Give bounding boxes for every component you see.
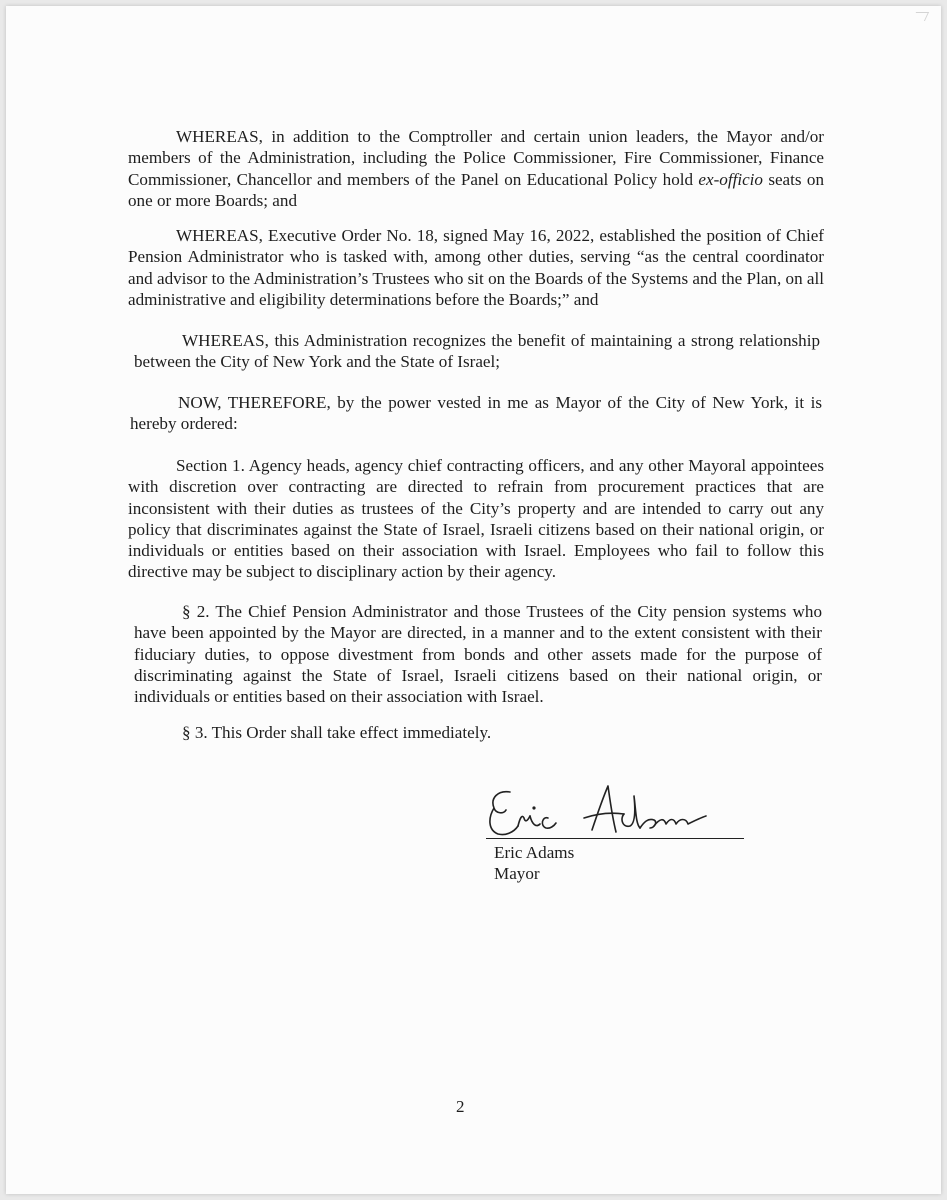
page-number: 2 bbox=[456, 1097, 465, 1116]
section-3-paragraph bbox=[134, 722, 822, 743]
paragraph-1-text-a: WHEREAS, in addition to the Comptroller and certain union leaders, the Mayor and/or members of the Administration, including the Police Commissioner, Fire Commissioner, Finance Commissioner, Chancellor and members of the Panel on Educational Policy hold bbox=[128, 127, 824, 189]
handwritten-signature bbox=[484, 778, 754, 850]
paragraph-1-text-b: seats on one or more Boards; and bbox=[128, 169, 824, 210]
signer-title: Mayor bbox=[494, 864, 540, 883]
whereas-paragraph-2 bbox=[128, 225, 824, 310]
whereas-paragraph-3 bbox=[134, 330, 820, 373]
section-1-paragraph bbox=[128, 455, 824, 583]
paragraph-4-text: NOW, THEREFORE, by the power vested in me as Mayor of the City of New York, it is hereby ordered: bbox=[130, 393, 822, 434]
paragraph-5-text: Section 1. Agency heads, agency chief contracting officers, and any other Mayoral appointees with discretion over contracting are directed to refrain from procurement practices that are inconsistent with their duties as trustees of the City’s property and are intended to carry out any policy that discriminates against the State of Israel, Israeli citizens based on their national origin, or individuals or entities based on their association with Israel. Employees who fail to follow this directive may be subject to disciplinary action by their agency. bbox=[128, 456, 824, 582]
corner-mark bbox=[912, 12, 929, 21]
signer-name: Eric Adams bbox=[494, 843, 575, 862]
paragraph-1-italic: ex-officio bbox=[698, 169, 763, 189]
now-therefore-paragraph bbox=[130, 392, 822, 435]
signature-line bbox=[486, 838, 744, 839]
paragraph-6-text: § 2. The Chief Pension Administrator and those Trustees of the City pension systems who have been appointed by the Mayor are directed, in a manner and to the extent consistent with their fiduciary duties, to oppose divestment from bonds and other assets made for the purpose of discriminating against the State of Israel, Israeli citizens based on their national origin, or individuals or entities based on their association with Israel. bbox=[134, 602, 822, 707]
document-page bbox=[6, 6, 941, 1194]
paragraph-2-text: WHEREAS, Executive Order No. 18, signed May 16, 2022, established the position of Chief Pension Administrator who is tasked with, among other duties, serving “as the central coordinator and advisor to the Administration’s Trustees who sit on the Boards of the Systems and the Plan, on all administrative and eligibility determinations before the Boards;” and bbox=[128, 226, 824, 309]
paragraph-3-text: WHEREAS, this Administration recognizes the benefit of maintaining a strong relationship between the City of New York and the State of Israel; bbox=[134, 331, 820, 372]
section-2-paragraph bbox=[134, 601, 822, 707]
paragraph-7-text: § 3. This Order shall take effect immediately. bbox=[182, 723, 492, 742]
whereas-paragraph-1 bbox=[128, 126, 824, 211]
